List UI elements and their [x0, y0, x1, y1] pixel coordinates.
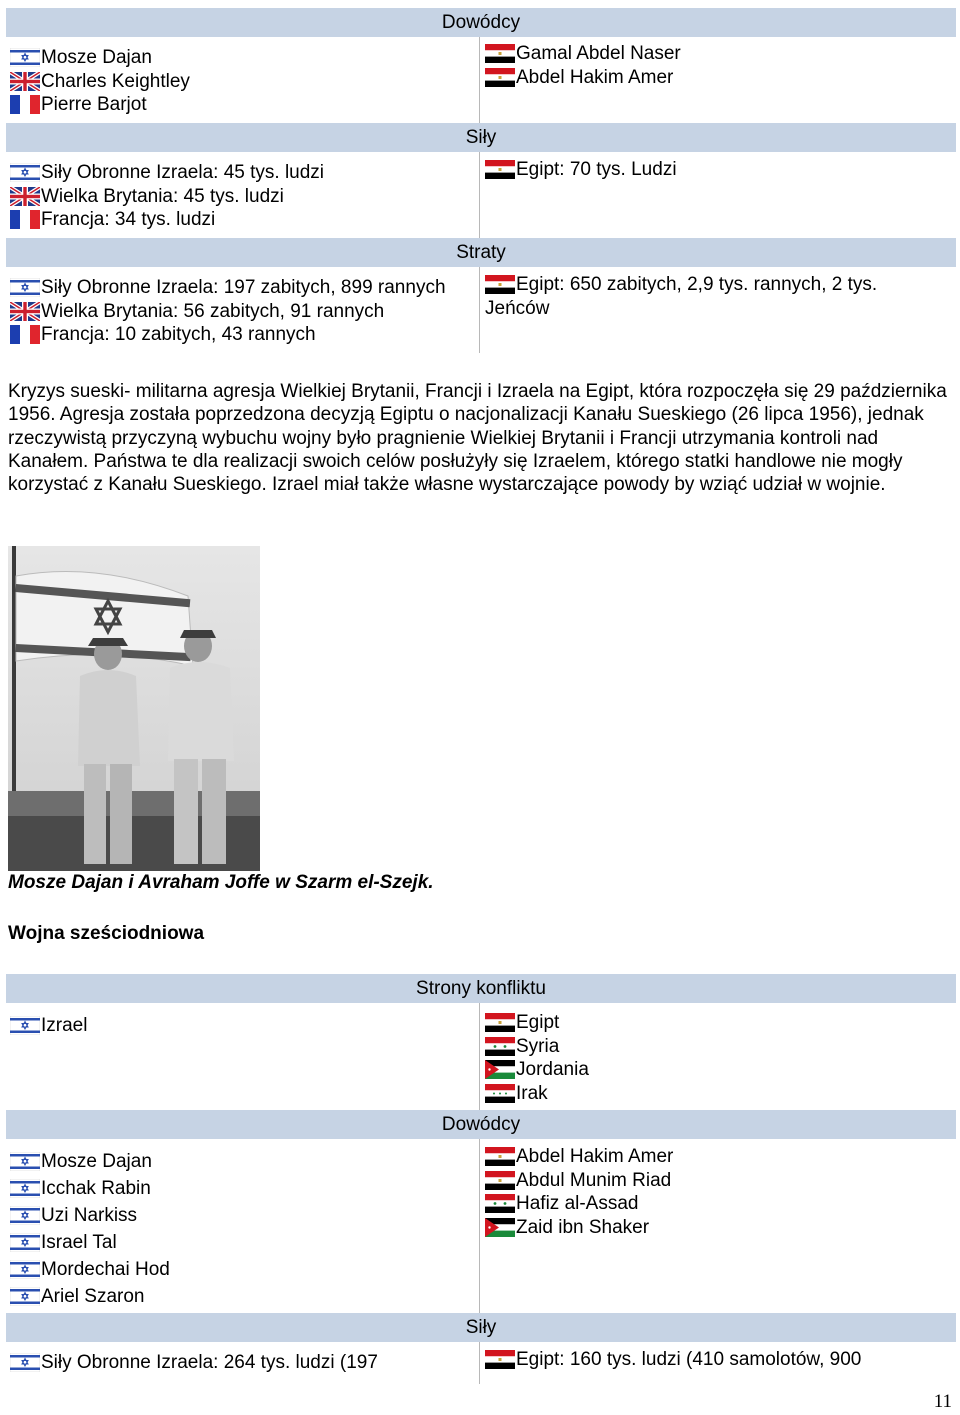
list-item [485, 1192, 953, 1216]
list-item [10, 323, 480, 347]
jordan-flag-icon [485, 1060, 515, 1079]
syria-flag-icon [485, 1194, 515, 1213]
uk-flag-icon [10, 72, 40, 91]
sides-header: Strony konfliktu [6, 974, 956, 1003]
list-item-text: Israel Tal [41, 1232, 117, 1253]
losses-left-list [10, 276, 480, 347]
list-item-text: Wielka Brytania: 45 tys. ludzi [41, 185, 284, 207]
list-item [10, 1014, 480, 1038]
photo-illustration [8, 546, 260, 871]
list-item [10, 1229, 480, 1256]
list-item-text: Siły Obronne Izraela: 197 zabitych, 899 rannych [41, 277, 446, 298]
list-item [10, 93, 480, 117]
forces-header: Siły [6, 123, 956, 152]
france-flag-icon [10, 95, 40, 114]
list-item-text: Pierre Barjot [41, 94, 147, 115]
israel-flag-icon [10, 1152, 40, 1171]
france-flag-icon [10, 210, 40, 229]
suez-crisis-paragraph: Kryzys sueski- militarna agresja Wielkiej Brytanii, Francji i Izraela na Egipt, która rozpoczęła się 29 października 1956. Agresja została poprzedzona decyzją Egiptu o nacjonalizacji Kanału Sueskiego (26 lipca 1956), jednak rzeczywistą przyczyną wybuchu wojny było pragnienie Wielkiej Brytanii i Francji utrzymania kontroli nad Kanałem. Państwa te dla realizacji swoich celów posłużyły się Izraelem, którego statki handlowe nie mogły korzystać z Kanału Sueskiego. Izrael miał także własne wystarczające powody by wziąć udział w wojnie. [8, 381, 947, 496]
uk-flag-icon [10, 302, 40, 321]
israel-flag-icon [10, 48, 40, 67]
list-item [485, 1011, 953, 1035]
commanders2-left-list [10, 1148, 480, 1310]
france-flag-icon [10, 95, 40, 114]
list-item [485, 1216, 953, 1240]
jordan-flag-icon [485, 1218, 515, 1237]
israel-flag-icon [10, 278, 40, 297]
jordan-flag-icon [485, 1218, 515, 1237]
israel-flag-icon [10, 1016, 40, 1035]
list-item [10, 1202, 480, 1229]
commanders2-header: Dowódcy [6, 1110, 956, 1139]
losses-right-text: Egipt: 650 zabitych, 2,9 tys. rannych, 2 tys. [516, 274, 878, 295]
egypt-flag-icon [485, 1013, 515, 1032]
list-item [10, 276, 480, 300]
historical-photo [8, 546, 260, 871]
list-item [10, 161, 480, 185]
losses-right [485, 273, 953, 320]
israel-flag-icon [10, 1287, 40, 1306]
uk-flag-icon [10, 302, 40, 321]
photo-caption: Mosze Dajan i Avraham Joffe w Szarm el-Szejk. [8, 872, 434, 893]
syria-flag-icon [485, 1037, 515, 1056]
israel-flag-icon [10, 1353, 40, 1372]
forces2-left-text: Siły Obronne Izraela: 264 tys. ludzi (197 [41, 1352, 378, 1373]
losses-header: Straty [6, 238, 956, 267]
france-flag-icon [10, 325, 40, 344]
iraq-flag-icon [485, 1084, 515, 1103]
list-item-text: Mordechai Hod [41, 1259, 170, 1280]
israel-flag-icon [10, 1353, 40, 1372]
list-item-text: Abdel Hakim Amer [516, 1146, 674, 1167]
list-item-text: Egipt [516, 1012, 560, 1033]
egypt-flag-icon [485, 160, 515, 179]
egypt-flag-icon [485, 275, 515, 294]
israel-flag-icon [10, 1287, 40, 1306]
france-flag-icon [10, 210, 40, 229]
israel-flag-icon [10, 1206, 40, 1225]
list-item-text: Icchak Rabin [41, 1178, 151, 1199]
commanders-left-list [10, 46, 480, 117]
israel-flag-icon [10, 1233, 40, 1252]
list-item [10, 1283, 480, 1310]
france-flag-icon [10, 325, 40, 344]
israel-flag-icon [10, 163, 40, 182]
list-item [10, 1256, 480, 1283]
list-item-text: Hafiz al-Assad [516, 1193, 639, 1214]
list-item-text: Wielka Brytania: 56 zabitych, 91 rannych [41, 300, 385, 322]
list-item [485, 1035, 953, 1059]
israel-flag-icon [10, 163, 40, 182]
egypt-flag-icon [485, 44, 515, 63]
egypt-flag-icon [485, 1171, 515, 1190]
suez-infobox [6, 8, 956, 353]
list-item-text: Zaid ibn Shaker [516, 1216, 650, 1238]
egypt-flag-icon [485, 68, 515, 87]
egypt-flag-icon [485, 1171, 515, 1190]
list-item [10, 46, 480, 70]
egypt-flag-icon [485, 1350, 515, 1369]
list-item-text: Uzi Narkiss [41, 1205, 138, 1226]
israel-flag-icon [10, 278, 40, 297]
forces2-left-row [10, 1351, 480, 1375]
six-day-war-infobox [6, 974, 956, 1384]
forces2-left [10, 1351, 480, 1375]
forces2-header: Siły [6, 1313, 956, 1342]
uk-flag-icon [10, 187, 40, 206]
israel-flag-icon [10, 1260, 40, 1279]
list-item [10, 208, 480, 232]
jordan-flag-icon [485, 1060, 515, 1079]
commanders-header: Dowódcy [6, 8, 956, 37]
list-item [10, 185, 480, 209]
list-item-text: Mosze Dajan [41, 1151, 152, 1172]
forces-left-list [10, 161, 480, 232]
list-item [485, 1169, 953, 1193]
sides-right-list [485, 1011, 953, 1105]
list-item [10, 300, 480, 324]
list-item-text: Charles Keightley [41, 70, 190, 92]
egypt-flag-icon [485, 1147, 515, 1166]
israel-flag-icon [10, 1179, 40, 1198]
list-item-text: Irak [516, 1082, 548, 1104]
egypt-flag-icon [485, 68, 515, 87]
egypt-flag-icon [485, 1147, 515, 1166]
egypt-flag-icon [485, 160, 515, 179]
list-item-text: Ariel Szaron [41, 1286, 145, 1307]
egypt-flag-icon [485, 275, 515, 294]
forces2-right-text: Egipt: 160 tys. ludzi (410 samolotów, 900 [516, 1349, 862, 1370]
list-item-text: Francja: 10 zabitych, 43 rannych [41, 324, 316, 345]
egypt-flag-icon [485, 1350, 515, 1369]
list-item-text: Izrael [41, 1015, 88, 1036]
list-item-text: Mosze Dajan [41, 47, 152, 68]
israel-flag-icon [10, 1179, 40, 1198]
losses-right-row [485, 273, 953, 297]
egypt-flag-icon [485, 44, 515, 63]
section-heading: Wojna sześciodniowa [8, 923, 205, 944]
egypt-flag-icon [485, 1013, 515, 1032]
list-item-text: Abdul Munim Riad [516, 1169, 672, 1191]
list-item [485, 1145, 953, 1169]
list-item-text: Egipt: 70 tys. Ludzi [516, 159, 677, 180]
israel-flag-icon [10, 1233, 40, 1252]
israel-flag-icon [10, 1206, 40, 1225]
list-item-text: Francja: 34 tys. ludzi [41, 209, 216, 230]
list-item-text: Abdel Hakim Amer [516, 66, 674, 88]
commanders-right-list [485, 42, 953, 89]
list-item [485, 158, 953, 182]
forces2-right-row [485, 1348, 953, 1372]
israel-flag-icon [10, 1260, 40, 1279]
iraq-flag-icon [485, 1084, 515, 1103]
uk-flag-icon [10, 187, 40, 206]
list-item-text: Syria [516, 1035, 560, 1057]
list-item [10, 1148, 480, 1175]
list-item [485, 1058, 953, 1082]
syria-flag-icon [485, 1194, 515, 1213]
list-item [485, 66, 953, 90]
israel-flag-icon [10, 1152, 40, 1171]
forces-right-list [485, 158, 953, 182]
israel-flag-icon [10, 48, 40, 67]
list-item-text: Siły Obronne Izraela: 45 tys. ludzi [41, 162, 325, 183]
list-item [485, 42, 953, 66]
syria-flag-icon [485, 1037, 515, 1056]
losses-right-continuation: Jeńców [485, 297, 550, 319]
page-number: 11 [933, 1391, 952, 1412]
israel-flag-icon [10, 1016, 40, 1035]
list-item [10, 1175, 480, 1202]
list-item [10, 70, 480, 94]
list-item-text: Jordania [516, 1059, 589, 1080]
sides-left-list [10, 1014, 480, 1038]
uk-flag-icon [10, 72, 40, 91]
forces2-right [485, 1348, 953, 1372]
list-item [485, 1082, 953, 1106]
list-item-text: Gamal Abdel Naser [516, 43, 681, 64]
commanders2-right-list [485, 1145, 953, 1239]
